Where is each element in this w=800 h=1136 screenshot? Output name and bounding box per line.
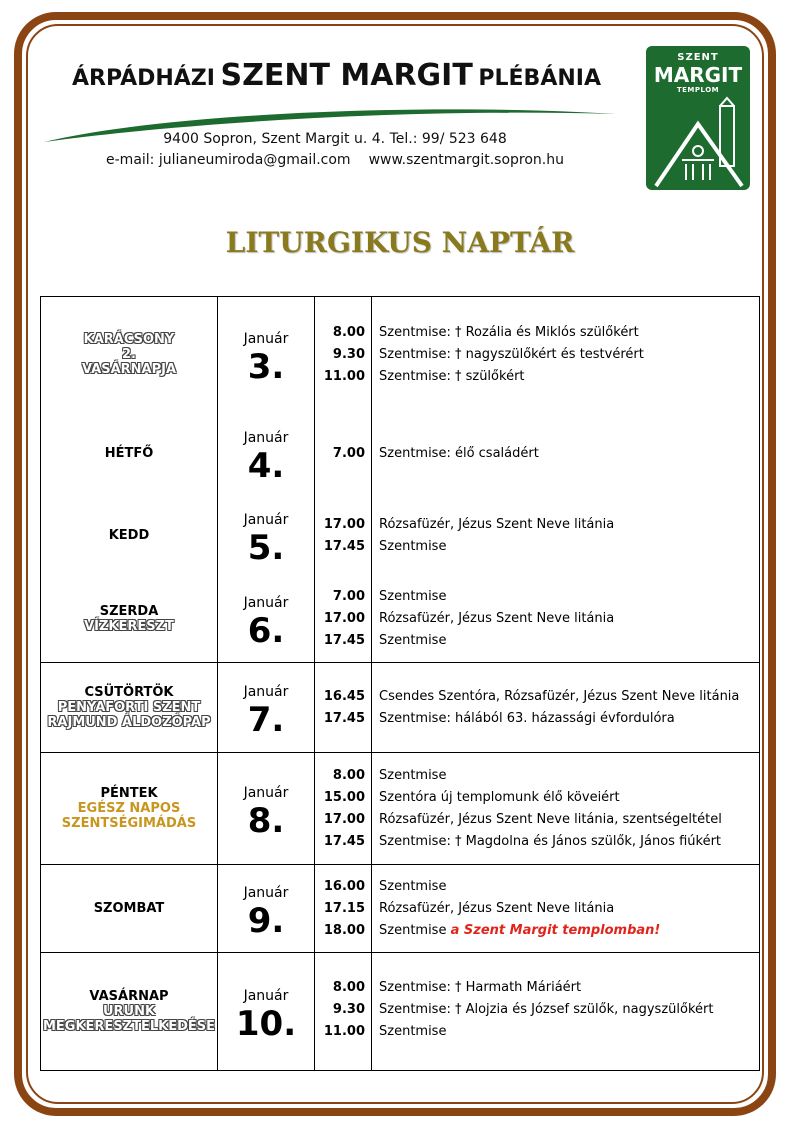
table-row [41, 413, 760, 495]
contact-line [100, 152, 570, 168]
time-cell: 8.00 15.00 17.00 17.45 [315, 753, 372, 865]
time-cell: 16.45 17.45 [315, 663, 372, 753]
table-row [41, 663, 760, 753]
time-cell: 8.00 9.30 11.00 [315, 953, 372, 1071]
date-cell: Január 4. [218, 413, 315, 495]
table-row [41, 577, 760, 663]
table-row [41, 865, 760, 953]
website-text: www.szentmargit.sopron.hu [368, 152, 564, 168]
day-label: KEDD [41, 495, 218, 577]
time-cell: 7.00 17.00 17.45 [315, 577, 372, 663]
event-cell: Csendes Szentóra, Rózsafüzér, Jézus Szent Neve litánia Szentmise: hálából 63. házassági évfordulóra [379, 688, 740, 726]
highlight-text: a Szent Margit templomban! [450, 922, 661, 938]
event-cell: Szentmise Rózsafüzér, Jézus Szent Neve litánia Szentmise [379, 589, 615, 649]
day-label: PÉNTEK EGÉSZ NAPOS SZENTSÉGIMÁDÁS [41, 753, 218, 865]
date-cell: Január 9. [218, 865, 315, 953]
date-cell: Január 8. [218, 753, 315, 865]
table-row [41, 495, 760, 577]
date-cell: Január 5. [218, 495, 315, 577]
address-line: 9400 Sopron, Szent Margit u. 4. Tel.: 99/ 523 648 [163, 131, 507, 147]
church-icon [646, 96, 750, 190]
event-cell: Szentmise: † Rozália és Miklós szülőkért Szentmise: † nagyszülőkért és testvérért Szentmise: † szülőkért [379, 324, 644, 384]
day-label: SZOMBAT [41, 865, 218, 953]
table-row [41, 753, 760, 865]
table-row [41, 953, 760, 1071]
email-text: e-mail: julianeumiroda@gmail.com [106, 152, 351, 168]
date-cell: Január 3. [218, 297, 315, 413]
event-cell: Rózsafüzér, Jézus Szent Neve litánia Szentmise [379, 516, 615, 554]
day-label: VASÁRNAP URUNK MEGKERESZTELKEDÉSE [41, 953, 218, 1071]
day-label: HÉTFŐ [41, 413, 218, 495]
document-title: LITURGIKUS NAPTÁR [225, 226, 575, 259]
parish-title: ÁRPÁDHÁZI SZENT MARGIT PLÉBÁNIA [72, 58, 601, 93]
time-cell: 17.00 17.45 [315, 495, 372, 577]
event-cell: Szentmise: † Harmath Máriáért Szentmise: † Alojzia és József szülők, nagyszülőkért Szentmise [379, 980, 714, 1039]
table-row [41, 297, 760, 413]
day-label: CSÜTÖRTÖK PENYAFORTI SZENT RAJMUND ÁLDOZÓPAP [41, 663, 218, 753]
time-cell: 7.00 [315, 413, 372, 495]
date-cell: Január 10. [218, 953, 315, 1071]
time-cell: 8.00 9.30 11.00 [315, 297, 372, 413]
day-label: KARÁCSONY 2. VASÁRNAPJA [41, 297, 218, 413]
event-cell: Szentmise: élő családért [379, 445, 539, 461]
church-logo: SZENT MARGIT TEMPLOM [646, 46, 750, 190]
date-cell: Január 6. [218, 577, 315, 663]
time-cell: 16.00 17.15 18.00 [315, 865, 372, 953]
liturgical-calendar-table [40, 296, 760, 1071]
day-label: SZERDA VÍZKERESZT [41, 577, 218, 663]
date-cell: Január 7. [218, 663, 315, 753]
event-cell: Szentmise Rózsafüzér, Jézus Szent Neve litánia Szentmise a Szent Margit templomban! [379, 878, 661, 938]
event-cell: Szentmise Szentóra új templomunk élő köveiért Rózsafüzér, Jézus Szent Neve litánia, szentségeltétel Szentmise: † Magdolna és János szülők, János fiúkért [379, 767, 722, 849]
